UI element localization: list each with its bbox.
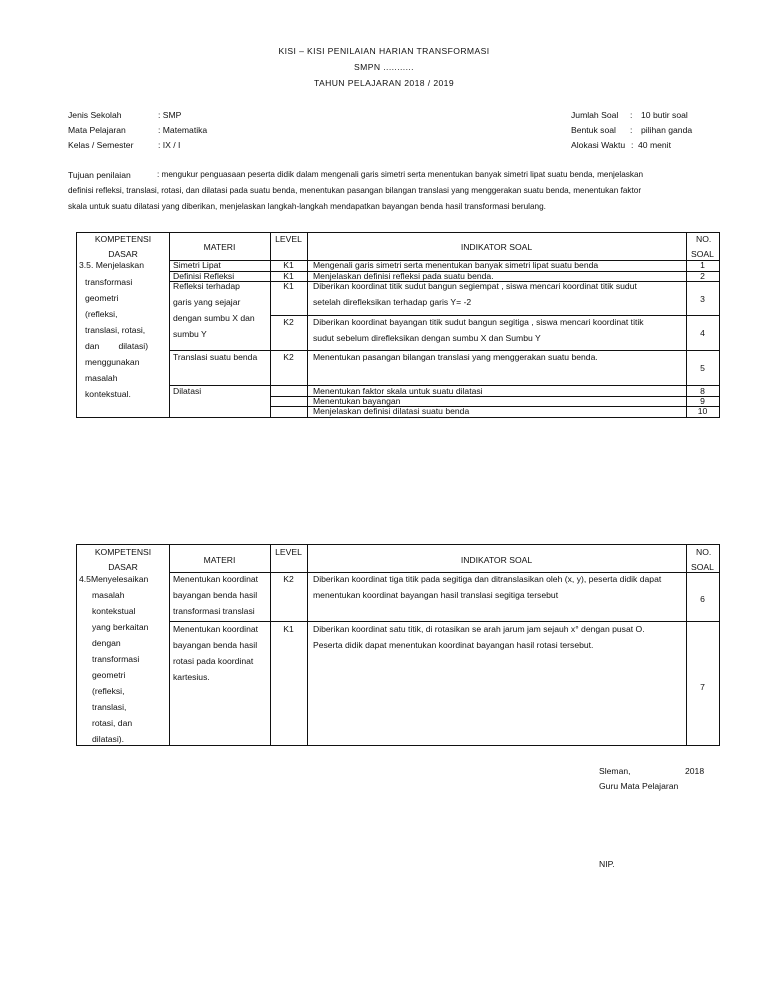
info-label-kelas-semester: Kelas / Semester [68, 140, 134, 150]
school-name: SMPN ........... [354, 62, 414, 72]
indikator-cell: Menjelaskan definisi refleksi pada suatu benda. [313, 271, 494, 281]
kd-line: transformasi [85, 277, 133, 287]
no-cell: 10 [697, 406, 708, 416]
kisi-table-2 [76, 544, 720, 746]
level-cell: K2 [283, 352, 294, 362]
tujuan-label: Tujuan penilaian [68, 170, 131, 180]
header-soal: SOAL [691, 249, 714, 259]
materi-cell: Simetri Lipat [173, 260, 221, 270]
no-cell: 9 [700, 396, 705, 406]
no-cell: 4 [700, 328, 705, 338]
info-value-bentuk-soal: pilihan ganda [641, 125, 693, 135]
materi-cell: kartesius. [173, 672, 210, 682]
academic-year: TAHUN PELAJARAN 2018 / 2019 [313, 78, 455, 88]
header-indikator: INDIKATOR SOAL [460, 555, 533, 565]
header-no: NO. [696, 234, 712, 244]
kd-line: translasi, rotasi, [85, 325, 146, 335]
info-label-alokasi-waktu: Alokasi Waktu [571, 140, 626, 150]
info-label-jenis-sekolah: Jenis Sekolah [68, 110, 122, 120]
header-indikator: INDIKATOR SOAL [460, 242, 533, 252]
kd-line: dilatasi). [92, 734, 124, 744]
kd-line: rotasi, dan [92, 718, 133, 728]
kd-line: (refleksi, [85, 309, 118, 319]
info-label-bentuk-soal: Bentuk soal [571, 125, 616, 135]
signature-year: 2018 [685, 766, 705, 776]
indikator-cell: Diberikan koordinat tiga titik pada segitiga dan ditranslasikan oleh (x, y), peserta didik dapat [313, 574, 662, 584]
header-kompetensi: KOMPETENSI [94, 234, 152, 244]
kd-line: yang berkaitan [92, 622, 149, 632]
level-cell: K1 [283, 624, 294, 634]
info-value-alokasi-waktu: 40 menit [638, 140, 671, 150]
tujuan-line-3: skala untuk suatu dilatasi yang diberikan, menjelaskan langkah-langkah mendapatkan bayangan benda hasil transformasi berulang. [68, 202, 546, 211]
kd-line: menggunakan [85, 357, 140, 367]
level-cell: K1 [283, 260, 294, 270]
info-value-jenis-sekolah: : SMP [158, 110, 182, 120]
kd-line: geometri [85, 293, 119, 303]
materi-cell: bayangan benda hasil [173, 590, 258, 600]
indikator-cell: Diberikan koordinat satu titik, di rotasikan se arah jarum jam sejauh x° dengan pusat O. [313, 624, 645, 634]
indikator-cell: Mengenali garis simetri serta menentukan banyak simetri lipat suatu benda [313, 260, 599, 270]
info-sep-jumlah-soal: : [630, 110, 633, 120]
kd-line: dengan [92, 638, 121, 648]
kd-line: (refleksi, [92, 686, 125, 696]
no-cell: 3 [700, 294, 705, 304]
header-soal: SOAL [691, 562, 714, 572]
level-cell: K2 [283, 574, 294, 584]
no-cell: 1 [700, 260, 705, 270]
materi-cell: Translasi suatu benda [173, 352, 258, 362]
kd-line: masalah [92, 590, 125, 600]
info-label-mata-pelajaran: Mata Pelajaran [68, 125, 126, 135]
signature-role: Guru Mata Pelajaran [599, 781, 679, 791]
header-dasar: DASAR [108, 249, 138, 259]
level-cell: K2 [283, 317, 294, 327]
signature-place: Sleman, [599, 766, 631, 776]
info-value-mata-pelajaran: : Matematika [158, 125, 208, 135]
indikator-cell: Menentukan faktor skala untuk suatu dilatasi [313, 386, 483, 396]
info-sep-alokasi-waktu: : [631, 140, 634, 150]
materi-cell: garis yang sejajar [173, 297, 241, 307]
no-cell: 5 [700, 363, 705, 373]
materi-cell: transformasi translasi [173, 606, 255, 616]
no-cell: 8 [700, 386, 705, 396]
indikator-cell: setelah direfleksikan terhadap garis Y= -2 [313, 297, 472, 307]
kd-line: kontekstual [92, 606, 136, 616]
info-sep-bentuk-soal: : [630, 125, 633, 135]
header-no: NO. [696, 547, 712, 557]
indikator-cell: Diberikan koordinat bayangan titik sudut bangun segitiga , siswa mencari koordinat titik [313, 317, 644, 327]
materi-cell: Refleksi terhadap [173, 281, 240, 291]
materi-cell: Definisi Refleksi [173, 271, 235, 281]
indikator-cell: Menjelaskan definisi dilatasi suatu benda [313, 406, 470, 416]
indikator-cell: Peserta didik dapat menentukan koordinat bayangan hasil rotasi tersebut. [313, 640, 594, 650]
kd-line: translasi, [92, 702, 127, 712]
signature-nip: NIP. [599, 859, 615, 869]
materi-cell: Dilatasi [173, 386, 202, 396]
tujuan-line-2: definisi refleksi, translasi, rotasi, dan dilatasi pada suatu benda, menentukan pasangan bilangan translasi yang menggerakan suatu benda, menentukan faktor [68, 186, 642, 195]
kd-line: transformasi [92, 654, 140, 664]
no-cell: 2 [700, 271, 705, 281]
info-value-jumlah-soal: 10 butir soal [641, 110, 688, 120]
header-materi: MATERI [203, 555, 236, 565]
indikator-cell: Menentukan bayangan [313, 396, 401, 406]
kd-line: dan dilatasi) [85, 341, 149, 351]
kd-line: 3.5. Menjelaskan [79, 260, 144, 270]
materi-cell: bayangan benda hasil [173, 640, 258, 650]
header-materi: MATERI [203, 242, 236, 252]
materi-cell: Menentukan koordinat [173, 624, 259, 634]
tujuan-line-1: : mengukur penguasaan peserta didik dalam mengenali garis simetri serta menentukan banyak simetri lipat suatu benda, menjelaskan [157, 170, 644, 179]
no-cell: 6 [700, 594, 705, 604]
kd-line: geometri [92, 670, 126, 680]
info-value-kelas-semester: : IX / I [158, 140, 181, 150]
materi-cell: Menentukan koordinat [173, 574, 259, 584]
header-dasar: DASAR [108, 562, 138, 572]
indikator-cell: sudut sebelum direfleksikan dengan sumbu X dan Sumbu Y [313, 333, 541, 343]
document-title: KISI – KISI PENILAIAN HARIAN TRANSFORMASI [278, 46, 490, 56]
info-label-jumlah-soal: Jumlah Soal [571, 110, 619, 120]
no-cell: 7 [700, 682, 705, 692]
level-cell: K1 [283, 271, 294, 281]
header-level: LEVEL [275, 234, 302, 244]
header-kompetensi: KOMPETENSI [94, 547, 152, 557]
kd-line: kontekstual. [85, 389, 131, 399]
kd-line: 4.5Menyelesaikan [79, 574, 149, 584]
materi-cell: dengan sumbu X dan [173, 313, 255, 323]
materi-cell: rotasi pada koordinat [173, 656, 254, 666]
indikator-cell: Menentukan pasangan bilangan translasi yang menggerakan suatu benda. [313, 352, 598, 362]
kd-line: masalah [85, 373, 118, 383]
kisi-table-1 [76, 232, 720, 418]
indikator-cell: Diberikan koordinat titik sudut bangun segiempat , siswa mencari koordinat titik sudut [313, 281, 637, 291]
level-cell: K1 [283, 281, 294, 291]
header-level: LEVEL [275, 547, 302, 557]
materi-cell: sumbu Y [173, 329, 207, 339]
indikator-cell: menentukan koordinat bayangan hasil translasi segitiga tersebut [313, 590, 559, 600]
